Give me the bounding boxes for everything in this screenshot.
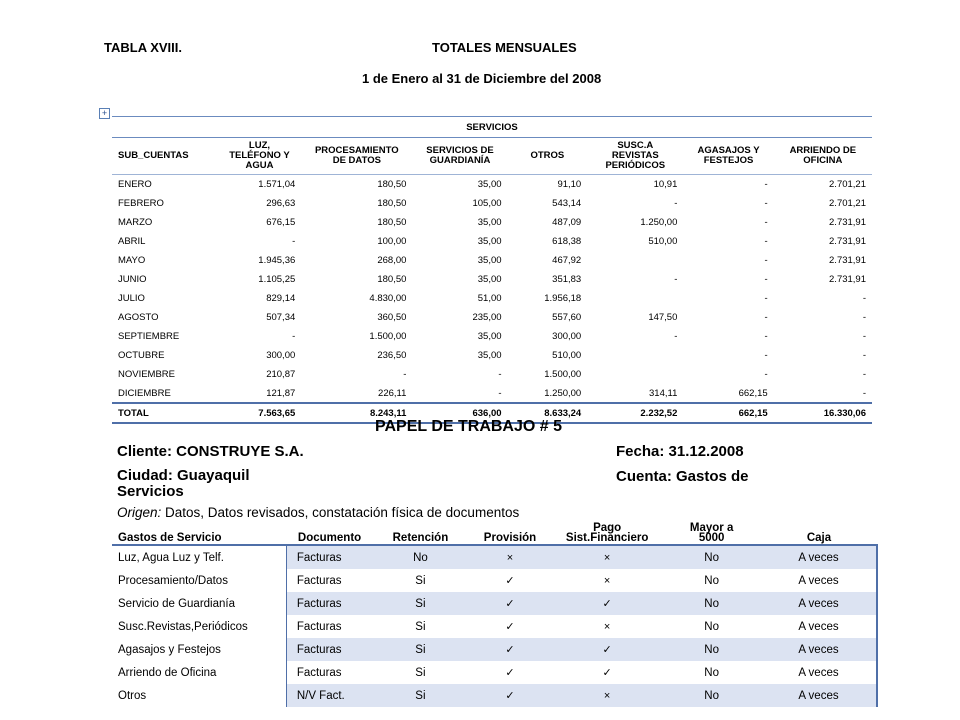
value-cell: 1.571,04: [218, 175, 302, 194]
column-header: Mayor a 5000: [689, 522, 734, 544]
cell: No: [662, 684, 761, 707]
date-label: Fecha: 31.12.2008: [616, 443, 744, 460]
cash-cell: A veces: [761, 661, 877, 684]
cell: No: [704, 666, 719, 679]
value-cell: [587, 346, 683, 365]
value-cell: -: [774, 365, 872, 384]
check-icon: ✓: [505, 667, 515, 679]
cross-icon: ×: [552, 545, 662, 569]
check-icon: ✓: [468, 684, 552, 707]
month-cell: OCTUBRE: [112, 346, 218, 365]
cell: No: [704, 574, 719, 587]
value-cell: 510,00: [587, 232, 683, 251]
month-cell: DICIEMBRE: [112, 384, 218, 404]
value-cell: -: [683, 365, 773, 384]
value-cell: 2.701,21: [774, 175, 872, 194]
column-header: ARRIENDO DE OFICINA: [774, 138, 872, 175]
cross-icon: ×: [552, 684, 662, 707]
cell: Si: [415, 666, 426, 679]
cell: No: [662, 638, 761, 661]
value-cell: -: [683, 327, 773, 346]
value-cell: 35,00: [412, 346, 507, 365]
document-cell: Facturas: [286, 638, 372, 661]
value-cell: 829,14: [218, 289, 302, 308]
cash-cell: A veces: [761, 684, 877, 707]
column-header: Retención: [392, 532, 449, 544]
value-cell: 351,83: [508, 270, 588, 289]
value-cell: 1.105,25: [218, 270, 302, 289]
value-cell: -: [683, 251, 773, 270]
table-row: [112, 270, 872, 289]
value-cell: -: [683, 270, 773, 289]
value-cell: 2.701,21: [774, 194, 872, 213]
value-cell: 180,50: [301, 213, 412, 232]
cash-cell: A veces: [761, 638, 877, 661]
value-cell: -: [412, 365, 507, 384]
table-row: [112, 232, 872, 251]
total-value: 16.330,06: [774, 403, 872, 423]
month-cell: JULIO: [112, 289, 218, 308]
value-cell: 618,38: [508, 232, 588, 251]
table-row: [112, 592, 877, 615]
value-cell: -: [587, 270, 683, 289]
value-cell: -: [683, 289, 773, 308]
value-cell: 314,11: [587, 384, 683, 404]
table-row: [112, 175, 872, 194]
month-cell: AGOSTO: [112, 308, 218, 327]
value-cell: 2.731,91: [774, 232, 872, 251]
table-row: [112, 308, 872, 327]
cash-cell: A veces: [761, 545, 877, 569]
value-cell: -: [301, 365, 412, 384]
value-cell: 35,00: [412, 213, 507, 232]
value-cell: 121,87: [218, 384, 302, 404]
expense-name-cell: Servicio de Guardianía: [112, 592, 286, 615]
value-cell: -: [774, 327, 872, 346]
value-cell: 1.956,18: [508, 289, 588, 308]
check-icon: ✓: [468, 592, 552, 615]
value-cell: -: [774, 289, 872, 308]
check-icon: ✓: [552, 638, 662, 661]
table-row: [112, 384, 872, 404]
value-cell: 35,00: [412, 327, 507, 346]
value-cell: -: [683, 346, 773, 365]
cell: No: [704, 620, 719, 633]
value-cell: -: [683, 232, 773, 251]
month-cell: NOVIEMBRE: [112, 365, 218, 384]
value-cell: 268,00: [301, 251, 412, 270]
value-cell: -: [683, 308, 773, 327]
table-row: [112, 289, 872, 308]
value-cell: 557,60: [508, 308, 588, 327]
value-cell: 510,00: [508, 346, 588, 365]
cross-icon: ×: [468, 545, 552, 569]
value-cell: -: [412, 384, 507, 404]
column-header: SUSC.A REVISTAS PERIÓDICOS: [587, 138, 683, 175]
cash-cell: A veces: [761, 592, 877, 615]
value-cell: 105,00: [412, 194, 507, 213]
total-value: 2.232,52: [587, 403, 683, 423]
value-cell: 180,50: [301, 175, 412, 194]
value-cell: 180,50: [301, 194, 412, 213]
value-cell: 296,63: [218, 194, 302, 213]
cross-icon: ×: [603, 574, 611, 587]
value-cell: 1.500,00: [301, 327, 412, 346]
value-cell: 1.945,36: [218, 251, 302, 270]
value-cell: 676,15: [218, 213, 302, 232]
value-cell: 543,14: [508, 194, 588, 213]
value-cell: -: [774, 308, 872, 327]
value-cell: 51,00: [412, 289, 507, 308]
document-cell: Facturas: [286, 661, 372, 684]
value-cell: 360,50: [301, 308, 412, 327]
check-icon: ✓: [505, 621, 515, 633]
value-cell: 10,91: [587, 175, 683, 194]
cell: Si: [373, 638, 468, 661]
column-header: Gastos de Servicio: [118, 532, 222, 544]
value-cell: -: [218, 327, 302, 346]
expense-name-cell: Procesamiento/Datos: [118, 574, 228, 587]
value-cell: 487,09: [508, 213, 588, 232]
cell: No: [662, 592, 761, 615]
city-line-2: Servicios: [117, 483, 184, 500]
value-cell: 35,00: [412, 232, 507, 251]
column-header: PROCESAMIENTO DE DATOS: [301, 138, 412, 175]
cell: Si: [373, 684, 468, 707]
value-cell: -: [218, 232, 302, 251]
month-cell: ENERO: [112, 175, 218, 194]
monthly-totals-table: [112, 116, 872, 424]
table-row: [112, 684, 877, 707]
value-cell: 4.830,00: [301, 289, 412, 308]
check-icon: ✓: [602, 667, 612, 679]
value-cell: 147,50: [587, 308, 683, 327]
value-cell: -: [683, 213, 773, 232]
expand-icon[interactable]: +: [99, 108, 110, 119]
value-cell: 35,00: [412, 175, 507, 194]
value-cell: 2.731,91: [774, 251, 872, 270]
total-label: TOTAL: [112, 403, 218, 423]
value-cell: -: [587, 194, 683, 213]
check-icon: ✓: [468, 638, 552, 661]
month-cell: FEBRERO: [112, 194, 218, 213]
value-cell: [587, 251, 683, 270]
value-cell: 210,87: [218, 365, 302, 384]
expense-name-cell: Agasajos y Festejos: [112, 638, 286, 661]
value-cell: 91,10: [508, 175, 588, 194]
value-cell: 507,34: [218, 308, 302, 327]
value-cell: [587, 289, 683, 308]
document-cell: Facturas: [286, 545, 372, 569]
cash-cell: A veces: [761, 569, 877, 592]
column-header: LUZ, TELÉFONO Y AGUA: [218, 138, 302, 175]
total-value: 8.633,24: [508, 403, 588, 423]
total-value: 8.243,11: [301, 403, 412, 423]
month-cell: ABRIL: [112, 232, 218, 251]
origin-label: Origen:: [117, 505, 162, 520]
value-cell: 35,00: [412, 251, 507, 270]
table-title: TOTALES MENSUALES: [432, 40, 577, 55]
value-cell: 236,50: [301, 346, 412, 365]
table-row: [112, 346, 872, 365]
origin-text: Datos, Datos revisados, constatación física de documentos: [161, 505, 520, 520]
cell: Si: [373, 592, 468, 615]
table-row: [112, 615, 877, 638]
table-row: [112, 569, 877, 592]
check-icon: ✓: [552, 592, 662, 615]
value-cell: -: [587, 327, 683, 346]
document-cell: Facturas: [286, 615, 372, 638]
cell: No: [662, 545, 761, 569]
total-value: 7.563,65: [218, 403, 302, 423]
value-cell: -: [683, 194, 773, 213]
table-row: [112, 251, 872, 270]
month-cell: MAYO: [112, 251, 218, 270]
cell: No: [373, 545, 468, 569]
client-label: Cliente: CONSTRUYE S.A.: [117, 443, 304, 460]
table-row: [112, 365, 872, 384]
table-subtitle: 1 de Enero al 31 de Diciembre del 2008: [362, 71, 602, 86]
expense-name-cell: Luz, Agua Luz y Telf.: [112, 545, 286, 569]
table-row: [112, 327, 872, 346]
value-cell: 35,00: [412, 270, 507, 289]
total-value: 636,00: [412, 403, 507, 423]
column-header: Pago Sist.Financiero: [565, 522, 649, 544]
value-cell: -: [774, 346, 872, 365]
month-cell: MARZO: [112, 213, 218, 232]
value-cell: -: [774, 384, 872, 404]
column-header: SERVICIOS DE GUARDIANÍA: [412, 138, 507, 175]
column-header: SUB_CUENTAS: [112, 138, 218, 175]
account-label: Cuenta: Gastos de: [616, 468, 749, 485]
table-label: TABLA XVIII.: [104, 40, 182, 55]
document-cell: N/V Fact.: [286, 684, 372, 707]
table-row: [112, 545, 877, 569]
cell: Si: [415, 574, 426, 587]
month-cell: JUNIO: [112, 270, 218, 289]
value-cell: -: [683, 175, 773, 194]
column-header: AGASAJOS Y FESTEJOS: [683, 138, 773, 175]
origin-line: [117, 505, 519, 520]
expense-name-cell: Arriendo de Oficina: [118, 666, 217, 679]
expense-name-cell: Susc.Revistas,Periódicos: [118, 620, 248, 633]
value-cell: 1.250,00: [508, 384, 588, 404]
cash-cell: A veces: [761, 615, 877, 638]
value-cell: 100,00: [301, 232, 412, 251]
value-cell: [587, 365, 683, 384]
value-cell: 2.731,91: [774, 270, 872, 289]
document-cell: Facturas: [286, 569, 372, 592]
table-row: [112, 194, 872, 213]
cross-icon: ×: [603, 620, 611, 633]
column-header: Caja: [806, 532, 832, 544]
value-cell: 2.731,91: [774, 213, 872, 232]
check-icon: ✓: [505, 575, 515, 587]
column-header: OTROS: [508, 138, 588, 175]
table-row: [112, 638, 877, 661]
value-cell: 1.500,00: [508, 365, 588, 384]
city-label: [117, 468, 250, 500]
value-cell: 662,15: [683, 384, 773, 404]
column-header: Provisión: [483, 532, 537, 544]
document-cell: Facturas: [286, 592, 372, 615]
column-header: Documento: [297, 532, 362, 544]
value-cell: 467,92: [508, 251, 588, 270]
value-cell: 235,00: [412, 308, 507, 327]
value-cell: 300,00: [218, 346, 302, 365]
work-paper-table: [112, 520, 878, 707]
group-header-servicios: SERVICIOS: [112, 117, 872, 138]
month-cell: SEPTIEMBRE: [112, 327, 218, 346]
cell: Si: [415, 620, 426, 633]
total-value: 662,15: [683, 403, 773, 423]
expense-name-cell: Otros: [112, 684, 286, 707]
value-cell: 300,00: [508, 327, 588, 346]
city-line-1: Ciudad: Guayaquil: [117, 467, 250, 484]
work-paper-title: PAPEL DE TRABAJO # 5: [375, 418, 563, 435]
value-cell: 180,50: [301, 270, 412, 289]
value-cell: 226,11: [301, 384, 412, 404]
table-row: [112, 661, 877, 684]
table-row: [112, 213, 872, 232]
value-cell: 1.250,00: [587, 213, 683, 232]
